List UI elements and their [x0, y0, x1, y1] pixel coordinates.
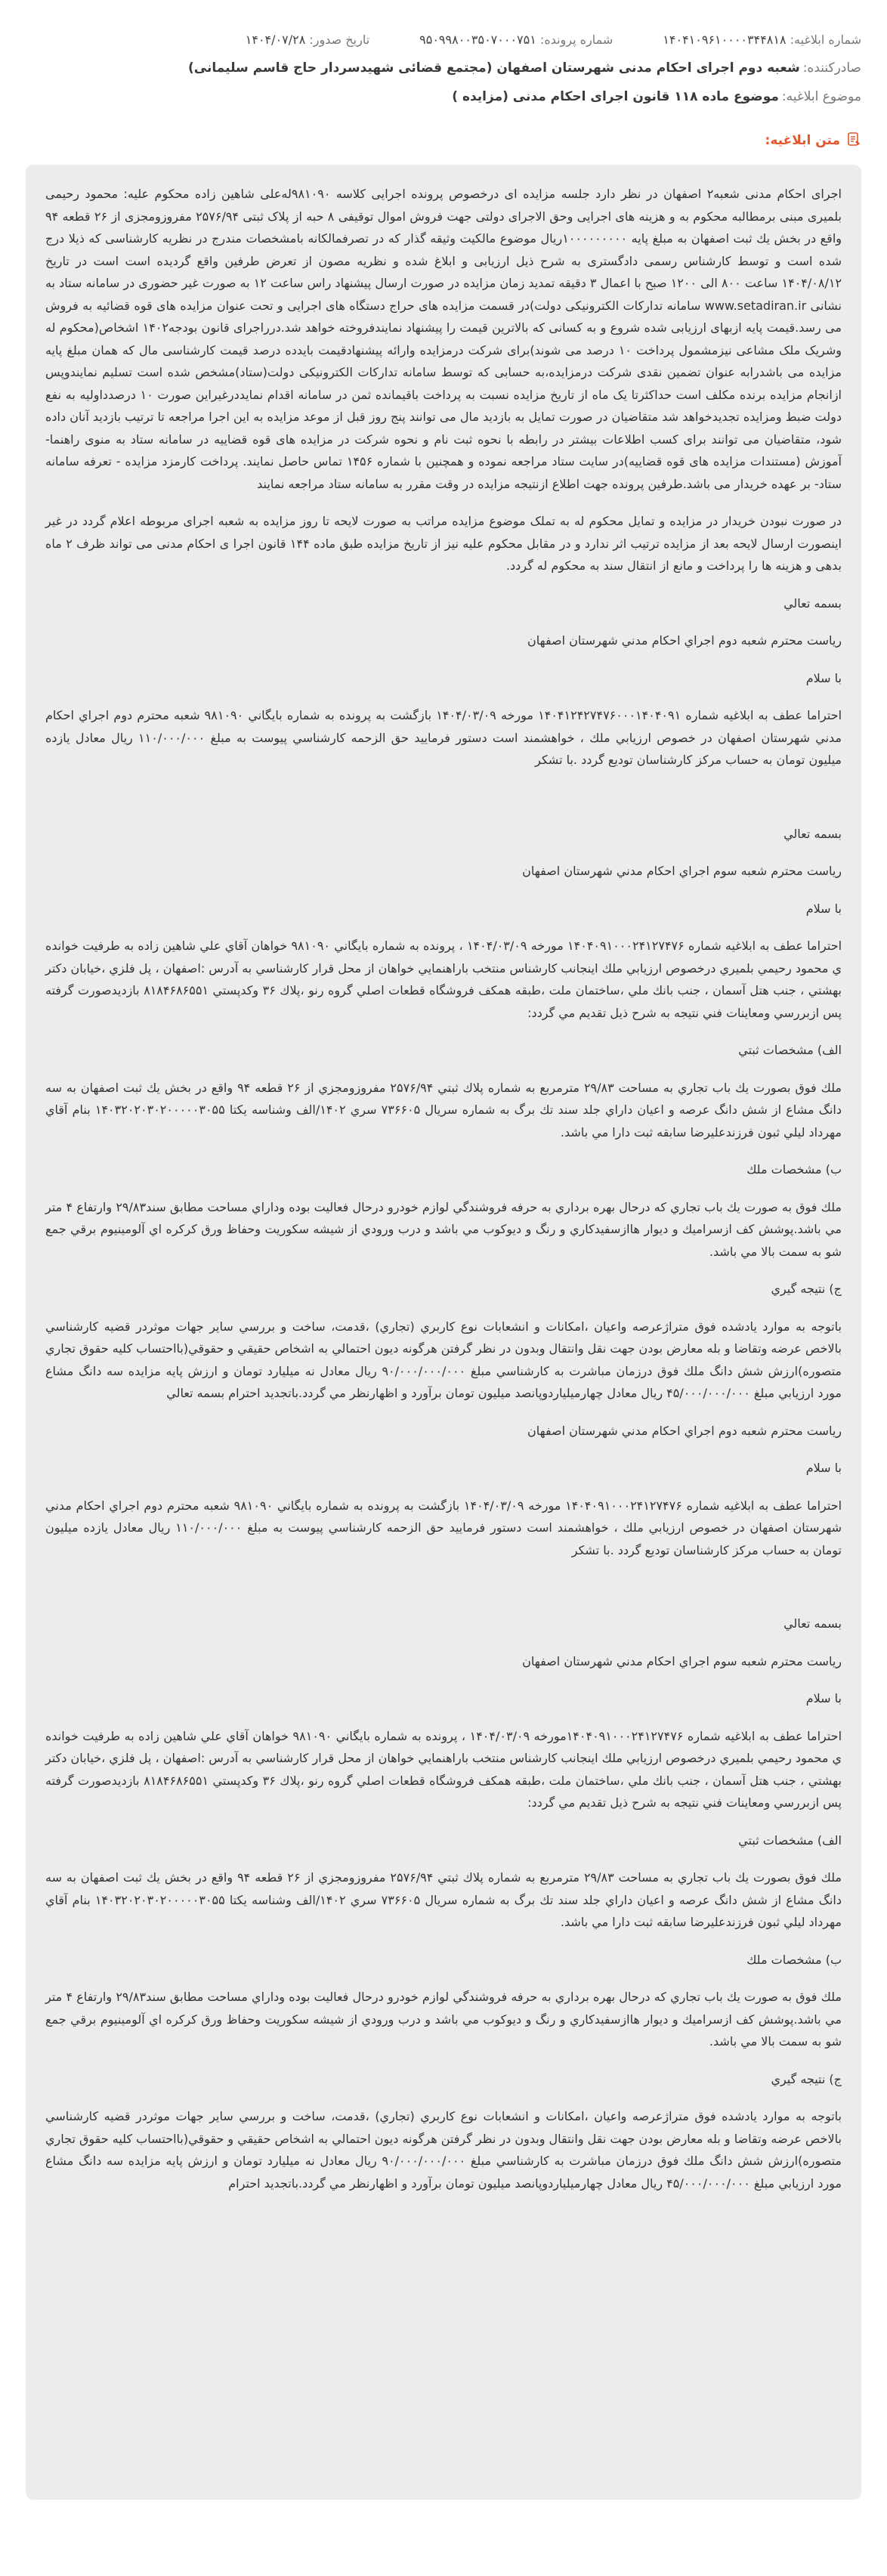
registration-details-heading: الف) مشخصات ثبتي — [738, 1043, 842, 1057]
document-icon — [846, 131, 861, 150]
spacer — [45, 1576, 842, 1613]
spacer — [45, 787, 842, 823]
greeting-line: با سلام — [805, 1461, 842, 1475]
case-number-value: ۹۵۰۹۹۸۰۰۳۵۰۷۰۰۰۷۵۱ — [419, 32, 536, 47]
registration-details-heading: الف) مشخصات ثبتي — [738, 1832, 842, 1848]
inspection-report-paragraph: احتراما عطف به ابلاغيه شماره ۱۴۰۴۰۹۱۰۰۰۲۴۱۲۷۴۷۶مورخه ۱۴۰۴/۰۳/۰۹ ، پرونده به شماره بايگاني ۹۸۱۰۹۰ خواهان آقاي علي شاهين زاده به طرفيت خوانده ي محمود رحيمي بلميري درخصوص ارزيابي ملك اينجانب كارشناس منتخب باراهنمايي خواهان از محل قرار كارشناسي به آدرس :اصفهان ، پل فلزي ،خيابان دكتر بهشتي ، جنب هتل آسمان ، جنب بانك ملي ،ساختمان ملت ،طبقه همكف فروشگاه قطعات اصلي گروه رنو ،پلاك ۳۶ وكدپستي ۸۱۸۴۶۸۶۵۵۱ بازديدصورت گرفته پس ازبررسي ومعاينات فني نتيجه به شرح ذيل تقديم مي گردد: — [45, 1728, 842, 1810]
expert-fee-paragraph: احتراما عطف به ابلاغيه شماره ۱۴۰۴۱۲۴۲۷۴۷۶۰۰۰۱۴۰۴۰۹۱ مورخه ۱۴۰۴/۰۳/۰۹ بازگشت به پرونده به شماره بايگاني ۹۸۱۰۹۰ شعبه محترم دوم اجراي احكام مدني شهرستان اصفهان در خصوص ارزيابي ملك ، خواهشمند است دستور فرماييد حق الزحمه كارشناسي پيوست به مبلغ ۱۱۰/۰۰۰/۰۰۰ ريال معادل يازده ميليون تومان به حساب مركز كارشناسان توديع گردد .با تشكر — [45, 708, 842, 767]
notice-body-card — [26, 165, 861, 2500]
salutation-bismillah: بسمه تعالي — [783, 1616, 842, 1631]
inspection-report-paragraph: احتراما عطف به ابلاغيه شماره ۱۴۰۴۰۹۱۰۰۰۲۴۱۲۷۴۷۶ مورخه ۱۴۰۴/۰۳/۰۹ ، پرونده به شماره بايگاني ۹۸۱۰۹۰ خواهان آقاي علي شاهين زاده به طرفيت خوانده ي محمود رحيمي بلميري درخصوص ارزيابي ملك اينجانب كارشناس منتخب باراهنمايي خواهان از محل قرار كارشناسي به آدرس :اصفهان ، پل فلزي ،خيابان دكتر بهشتي ، جنب هتل آسمان ، جنب بانك ملي ،ساختمان ملت ،طبقه همكف فروشگاه قطعات اصلي گروه رنو ،پلاك ۳۶ وكدپستي ۸۱۸۴۶۸۶۵۵۱ بازديدصورت گرفته پس ازبررسي ومعاينات فني نتيجه به شرح ذيل تقديم مي گردد: — [45, 939, 842, 1020]
expert-fee-paragraph: احتراما عطف به ابلاغيه شماره ۱۴۰۴۰۹۱۰۰۰۲۴۱۲۷۴۷۶ مورخه ۱۴۰۴/۰۳/۰۹ بازگشت به پرونده به شماره بايگاني ۹۸۱۰۹۰ شعبه محترم دوم اجراي احكام مدني شهرستان اصفهان در خصوص ارزيابي ملك ، خواهشمند است دستور فرماييد حق الزحمه كارشناسي پيوست به مبلغ ۱۱۰/۰۰۰/۰۰۰ ريال معادل يازده ميليون تومان به حساب مركز كارشناسان توديع گردد .با تشكر — [45, 1498, 842, 1557]
issue-date-label: تاریخ صدور: — [309, 32, 370, 47]
conclusion-paragraph: باتوجه به موارد يادشده فوق متراژعرصه واعيان ،امكانات و انشعابات نوع كاربري (تجاري) ،قدمت، ساخت و بررسي ساير جهات موثردر قضيه كارشناسي بالاخص عرضه وتقاضا و بله معارض بودن جهت نقل وانتقال وبدون در نظر گرفتن هرگونه ديون احتمالي به اشخاص حقيقي و حقوقي(بااحتساب كليه حقوق تجاري متصوره)ارزش شش دانگ ملك فوق درزمان مباشرت به كارشناسي مبلغ ۹۰/۰۰۰/۰۰۰/۰۰۰ ريال معادل نه ميليارد تومان و ارزش پايه مزايده سه دانگ مشاع مورد ارزيابي مبلغ ۴۵/۰۰۰/۰۰۰/۰۰۰ ريال معادل چهارميلياردوپانصد ميليون تومان برآورد و اظهارنظر مي گردد.باتجديد احترام بسمه تعالي — [45, 1319, 842, 1400]
notice-number-value: ۱۴۰۴۱۰۹۶۱۰۰۰۰۳۴۴۸۱۸ — [663, 32, 787, 47]
conclusion-heading: ج) نتيجه گيري — [771, 1282, 842, 1296]
conclusion-paragraph: باتوجه به موارد يادشده فوق متراژعرصه واعيان ،امكانات و انشعابات نوع كاربري (تجاري) ،قدمت، ساخت و بررسي ساير جهات موثردر قضيه كارشناسي بالاخص عرضه وتقاضا و بله معارض بودن جهت نقل وانتقال وبدون در نظر گرفتن هرگونه ديون احتمالي به اشخاص حقيقي و حقوقي(بااحتساب كليه حقوق تجاري متصوره)ارزش شش دانگ ملك فوق درزمان مباشرت به كارشناسي مبلغ ۹۰/۰۰۰/۰۰۰/۰۰۰ ريال معادل نه ميليارد تومان و ارزش پايه مزايده سه دانگ مشاع مورد ارزيابي مبلغ ۴۵/۰۰۰/۰۰۰/۰۰۰ ريال معادل چهارميلياردوپانصد ميليون تومان برآورد و اظهارنظر مي گردد.باتجديد احترام — [45, 2109, 842, 2191]
addressee-line: رياست محترم شعبه دوم اجراي احكام مدني شهرستان اصفهان — [527, 1423, 842, 1438]
salutation-bismillah: بسمه تعالي — [783, 826, 842, 841]
addressee-line: رياست محترم شعبه سوم اجراي احكام مدني شهرستان اصفهان — [522, 1653, 842, 1668]
subject-line — [26, 86, 861, 107]
notice-text-title: متن ابلاغیه: — [765, 133, 840, 148]
issuer-line — [26, 57, 861, 79]
registration-details-paragraph: ملك فوق بصورت يك باب تجاري به مساحت ۲۹/۸۳ مترمربع به شماره پلاك ثبتي ۲۵۷۶/۹۴ مفروزومجزي از ۲۶ قطعه ۹۴ واقع در بخش يك ثبت اصفهان به سه دانگ مشاع از شش دانگ عرصه و اعيان داراي جلد سند تك برگ به شماره سريال ۷۳۶۶۰۵ سري ۱۴۰۲/الف وشناسه يكتا ۱۴۰۳۲۰۲۰۳۰۲۰۰۰۰۰۳۰۵۵ بنام آقاي مهرداد ليلي ثبون فرزندعليرضا سابقه ثبت دارا مي باشد. — [45, 1870, 842, 1929]
case-number-label: شماره پرونده: — [539, 32, 613, 47]
issuer-value: شعبه دوم اجرای احکام مدنی شهرستان اصفهان (مجتمع قضائی شهیدسردار حاج قاسم سلیمانی) — [188, 60, 800, 76]
meta-row — [26, 29, 861, 50]
case-number — [419, 32, 613, 47]
notice-text-heading — [0, 128, 887, 153]
registration-details-paragraph: ملك فوق بصورت يك باب تجاري به مساحت ۲۹/۸۳ مترمربع به شماره پلاك ثبتي ۲۵۷۶/۹۴ مفروزومجزي از ۲۶ قطعه ۹۴ واقع در بخش يك ثبت اصفهان به سه دانگ مشاع از شش دانگ عرصه و اعيان داراي جلد سند تك برگ به شماره سريال ۷۳۶۶۰۵ سري ۱۴۰۲/الف وشناسه يكتا ۱۴۰۳۲۰۲۰۳۰۲۰۰۰۰۰۳۰۵۵ بنام آقاي مهرداد ليلي ثبون فرزندعليرضا سابقه ثبت دارا مي باشد. — [45, 1080, 842, 1140]
notice-number — [663, 32, 861, 47]
greeting-line: با سلام — [805, 670, 842, 685]
salutation-bismillah: بسمه تعالي — [783, 595, 842, 611]
greeting-line: با سلام — [805, 901, 842, 916]
buyer-absence-paragraph: در صورت نبودن خریدار در مزایده و تمایل محکوم له به تملک موضوع مزایده مراتب به صورت لایحه تا روز مزایده به شعبه اجرای مربوطه اعلام گردد در غیر اینصورت ارسال لایحه بعد از مزایده ترتیب اثر ندارد و در مقابل محکوم علیه نیز از تاریخ مزایده طبق ماده ۱۴۴ قانون اجرا ی احکام مدنی می تواند ظرف ۲ ماه بدهی و هزینه ها را پرداخت و مانع از انتقال سند به محکوم له گردد. — [45, 514, 842, 573]
addressee-line: رياست محترم شعبه دوم اجراي احكام مدني شهرستان اصفهان — [527, 633, 842, 648]
greeting-line: با سلام — [805, 1691, 842, 1705]
conclusion-heading: ج) نتيجه گيري — [771, 2071, 842, 2086]
property-details-paragraph: ملك فوق به صورت يك باب تجاري كه درحال بهره برداري به حرفه فروشندگي لوازم خودرو درحال فعاليت بوده وداراي مساحت مطابق سند۲۹/۸۳ وارتفاع ۴ متر مي باشد.پوشش كف ازسراميك و ديوار هاازسفيدكاري و رنگ و ديوكوب مي باشد و درب ورودي از شيشه سكوريت وحفاظ ورق كركره اي آلومينيوم برقي جمع شو به سمت بالا مي باشد. — [45, 1199, 842, 1259]
subject-label: موضوع ابلاغیه: — [781, 89, 861, 104]
issue-date — [246, 32, 369, 47]
issue-date-value: ۱۴۰۴/۰۷/۲۸ — [245, 32, 306, 47]
property-details-heading: ب) مشخصات ملك — [746, 1952, 842, 1967]
property-details-heading: ب) مشخصات ملك — [746, 1162, 842, 1177]
subject-value: موضوع ماده ۱۱۸ قانون اجرای احکام مدنی (مزایده ) — [452, 89, 779, 104]
auction-announcement-paragraph: اجرای احکام مدنی شعبه۲ اصفهان در نظر دارد جلسه مزایده ای درخصوص پرونده اجرایی کلاسه ۹۸۱۰۹۰له‌علی شاهین زاده محکوم علیه: محمود رحیمی بلمیری مبنی برمطالبه محکوم به و هزینه های اجرایی وحق الاجرای دولتی جهت فروش اموال توقیفی ۸ حبه از پلاک ثبتی ۲۵۷۶/۹۴ مفروزومجزی از ۲۶ قطعه ۹۴ واقع در بخش یك ثبت اصفهان به مبلغ پایه ۱۰۰۰۰۰۰۰۰۰ریال موضوع مالکیت وثیقه گذار که در تصرفمالکانه بامشخصات مندرج در نظریه کارشناسی که ذیلا درج شده است و توسط کارشناس رسمی دادگستری به شرح ذیل ارزیابی و ابلاغ شده و نظریه مصون از تعرض طرفین واقع گردیده است است در تاریخ ۱۴۰۴/۰۸/۱۲ ساعت ۸۰۰ الی ۱۲۰۰ صبح با اعمال ۳ دقیقه تمدید زمان مزایده در صورت ارسال پیشنهاد راس ساعت ۱۲ به صورت غیر حضوری در سامانه ستاد به نشانی www.setadiran.ir سامانه تدارکات الکترونیکی دولت)در قسمت مزایده های حراج دستگاه های اجرایی و تحت عنوان مزایده های قوه قضائیه به فروش می رسد.قیمت پایه ازبهای ارزیابی شده شروع و به کسانی که بالاترین قیمت را پیشنهاد نمایندفروخته خواهد شد.درراجرای قانون بودجه۱۴۰۲ اشخاص(محکوم له وشریک ملک مشاعی نیزمشمول پرداخت ۱۰ درصد می شوند)برای شرکت درمزایده وارائه پیشنهادقیمت بایدده درصد قیمت کارشناسی مال که همان مبلغ پایه مزایده می باشدرابه عنوان تضمین نقدی شرکت درمزایده،به حسابی که توسط سامانه تدارکات الکترونیکی دولت(ستاد)مشخص شده است تسلیم نمایندوپس ازانجام مزایده برنده مکلف است حداکثرتا یک ماه از تاریخ مزایده نسبت به پرداخت باقیمانده ثمن در سامانه اقدام نمایددرغیراین صورت ۱۰ درصدداولیه به نفع دولت ضبط ومزایده تجدیدخواهد شد متقاضیان در صورت تمایل به بازدید مال می توانند پنج روز قبل از موعد مزایده به این اجرا مراجعه تا ترتیب بازدید آنان داده شود، متقاضیان می توانند برای کسب اطلاعات بیشتر در رابطه با نحوه ثبت نام و نحوه شرکت در مزایده های قوه قضاییه در سامانه ستاد به منوی راهنما-آموزش (مستندات مزایده های قوه قضاییه)در سایت ستاد مراجعه نموده و همچنین با شماره ۱۴۵۶ تماس حاصل نمایند. پرداخت کارمزد مزایده - تعرفه سامانه ستاد- بر عهده خریدار می باشد.طرفین پرونده جهت اطلاع ازنتیجه مزایده در وقت مقرر به سامانه ستاد مراجعه نمایند — [45, 187, 842, 491]
addressee-line: رياست محترم شعبه سوم اجراي احكام مدني شهرستان اصفهان — [522, 864, 842, 878]
notice-header — [0, 0, 887, 107]
issuer-label: صادرکننده: — [802, 60, 861, 76]
notice-number-label: شماره ابلاغیه: — [790, 32, 861, 47]
property-details-paragraph: ملك فوق به صورت يك باب تجاري كه درحال بهره برداري به حرفه فروشندگي لوازم خودرو درحال فعاليت بوده وداراي مساحت مطابق سند۲۹/۸۳ وارتفاع ۴ متر مي باشد.پوشش كف ازسراميك و ديوار هاازسفيدكاري و رنگ و ديوكوب مي باشد و درب ورودي از شيشه سكوريت وحفاظ ورق كركره اي آلومينيوم برقي جمع شو به سمت بالا مي باشد. — [45, 1990, 842, 2049]
